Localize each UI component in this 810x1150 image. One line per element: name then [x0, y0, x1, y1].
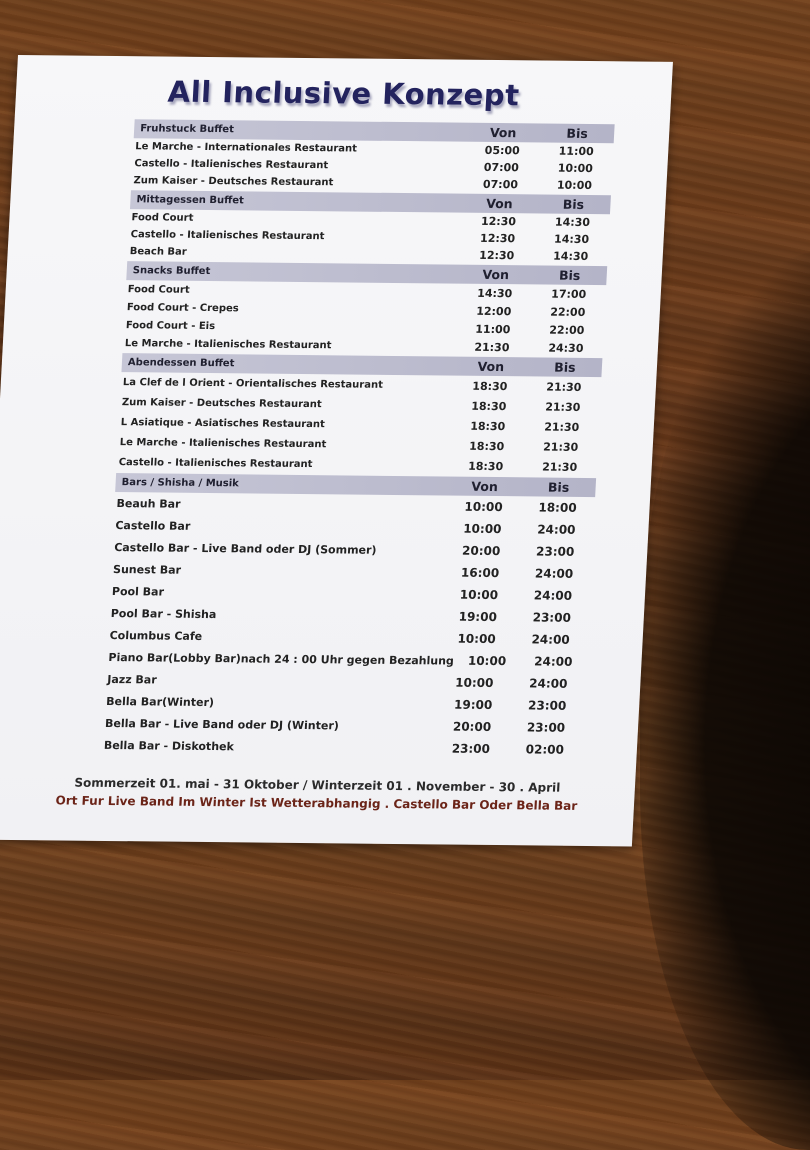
col-von-label: Von: [485, 195, 514, 212]
venue-name: Columbus Cafe: [109, 628, 203, 643]
col-bis-label: Bis: [547, 479, 570, 495]
time-from: 20:00: [452, 719, 492, 734]
time-to: 10:00: [557, 161, 594, 176]
venue-name: Zum Kaiser - Deutsches Restaurant: [121, 396, 322, 410]
time-from: 18:30: [468, 439, 505, 453]
col-von-label: Von: [489, 124, 517, 141]
venue-name: Le Marche - Italienisches Restaurant: [119, 436, 327, 450]
venue-name: Bella Bar(Winter): [105, 694, 215, 709]
time-from: 14:30: [476, 286, 513, 300]
time-from: 10:00: [464, 499, 504, 515]
venue-name: Food Court: [131, 212, 194, 224]
time-from: 10:00: [467, 653, 507, 669]
venue-name: Bella Bar - Diskothek: [103, 738, 235, 753]
venue-name: Pool Bar: [111, 584, 165, 599]
venue-name: Sunest Bar: [112, 562, 182, 577]
time-from: 10:00: [457, 631, 497, 647]
venue-name: Pool Bar - Shisha: [110, 606, 217, 621]
venue-name: Beach Bar: [129, 246, 188, 258]
time-from: 18:30: [469, 419, 506, 433]
time-from: 21:30: [474, 340, 510, 354]
venue-name: Castello Bar: [115, 518, 191, 533]
time-to: 17:00: [550, 287, 587, 301]
time-from: 12:00: [475, 304, 512, 318]
venue-name: Food Court - Crepes: [126, 301, 240, 314]
schedule-row: [101, 734, 582, 761]
col-von-label: Von: [470, 478, 499, 495]
time-from: 12:30: [479, 231, 516, 246]
col-bis-label: Bis: [553, 359, 576, 375]
section-title: Mittagessen Buffet: [136, 194, 245, 207]
time-from: 19:00: [453, 697, 493, 712]
time-to: 24:30: [548, 341, 584, 355]
time-from: 07:00: [483, 160, 520, 175]
menu-card: [0, 55, 673, 846]
time-to: 14:30: [553, 232, 590, 246]
venue-name: Beauh Bar: [116, 496, 181, 511]
time-from: 19:00: [458, 609, 498, 625]
section: [131, 119, 615, 194]
venue-name: L Asiatique - Asiatisches Restaurant: [120, 416, 326, 430]
time-to: 22:00: [549, 323, 585, 337]
time-from: 11:00: [475, 322, 511, 336]
section: [116, 353, 602, 477]
time-to: 11:00: [558, 144, 595, 159]
time-to: 02:00: [525, 742, 565, 757]
time-to: 21:30: [543, 420, 580, 434]
time-to: 23:00: [535, 544, 575, 559]
time-from: 10:00: [462, 521, 502, 537]
venue-name: Castello - Italienisches Restaurant: [118, 456, 313, 470]
section: [127, 190, 611, 265]
venue-name: Bella Bar - Live Band oder DJ (Winter): [104, 716, 340, 732]
time-to: 24:00: [533, 654, 573, 669]
time-from: 05:00: [484, 143, 521, 158]
col-bis-label: Bis: [566, 125, 589, 141]
col-bis-label: Bis: [558, 267, 581, 283]
schedule-table: [101, 118, 614, 761]
section-title: Snacks Buffet: [132, 265, 211, 278]
time-from: 18:30: [470, 399, 507, 413]
time-to: 21:30: [542, 440, 579, 454]
venue-name: Castello - Italienisches Restaurant: [130, 229, 325, 243]
venue-name: Castello - Italienisches Restaurant: [134, 158, 329, 172]
time-to: 14:30: [554, 215, 591, 229]
time-to: 23:00: [527, 698, 567, 713]
time-to: 23:00: [532, 610, 572, 625]
time-from: 16:00: [460, 565, 500, 581]
time-to: 21:30: [544, 400, 581, 414]
venue-name: Zum Kaiser - Deutsches Restaurant: [133, 175, 334, 189]
time-from: 20:00: [461, 543, 501, 559]
time-from: 23:00: [451, 741, 491, 756]
time-from: 12:30: [480, 214, 517, 229]
venue-name: Castello Bar - Live Band oder DJ (Sommer): [113, 540, 377, 557]
time-to: 14:30: [552, 249, 589, 263]
time-to: 21:30: [541, 460, 578, 474]
venue-name: Food Court: [127, 283, 190, 296]
footer: [39, 775, 596, 813]
venue-name: Jazz Bar: [107, 672, 158, 686]
venue-name: Le Marche - Internationales Restaurant: [134, 141, 358, 155]
time-from: 10:00: [454, 675, 494, 691]
time-from: 12:30: [478, 248, 515, 263]
section: [101, 473, 596, 761]
col-von-label: Von: [477, 358, 505, 375]
live-band-note: Ort Fur Live Band Im Winter Ist Wetterabhangig . Castello Bar Oder Bella Bar: [55, 793, 578, 813]
time-to: 22:00: [549, 305, 586, 319]
time-from: 07:00: [482, 177, 519, 192]
section-title: Bars / Shisha / Musik: [121, 477, 240, 490]
time-from: 18:30: [467, 459, 504, 473]
col-bis-label: Bis: [562, 196, 585, 212]
time-from: 10:00: [459, 587, 499, 603]
time-to: 23:00: [526, 720, 566, 735]
venue-name: Food Court - Eis: [125, 319, 216, 332]
season-note: Sommerzeit 01. mai - 31 Oktober / Winterzeit 01 . November - 30 . April: [74, 775, 561, 795]
time-to: 24:00: [536, 522, 576, 537]
hand-shadow: [640, 250, 810, 1150]
venue-name: Piano Bar(Lobby Bar)nach 24 : 00 Uhr gegen Bezahlung: [108, 650, 455, 668]
section: [122, 261, 607, 357]
time-to: 10:00: [556, 178, 593, 193]
time-to: 24:00: [528, 676, 568, 691]
time-to: 24:00: [531, 632, 571, 647]
section-title: Fruhstuck Buffet: [139, 123, 235, 136]
venue-name: La Clef de l Orient - Orientalisches Restaurant: [122, 376, 384, 391]
time-to: 21:30: [546, 380, 582, 394]
time-to: 18:00: [538, 500, 578, 515]
time-from: 18:30: [472, 379, 508, 393]
card-title: All Inclusive Konzept: [166, 74, 521, 113]
time-to: 24:00: [534, 566, 574, 581]
time-to: 24:00: [533, 588, 573, 603]
section-title: Abendessen Buffet: [127, 357, 235, 370]
col-von-label: Von: [482, 266, 510, 283]
venue-name: Le Marche - Italienisches Restaurant: [124, 337, 332, 351]
